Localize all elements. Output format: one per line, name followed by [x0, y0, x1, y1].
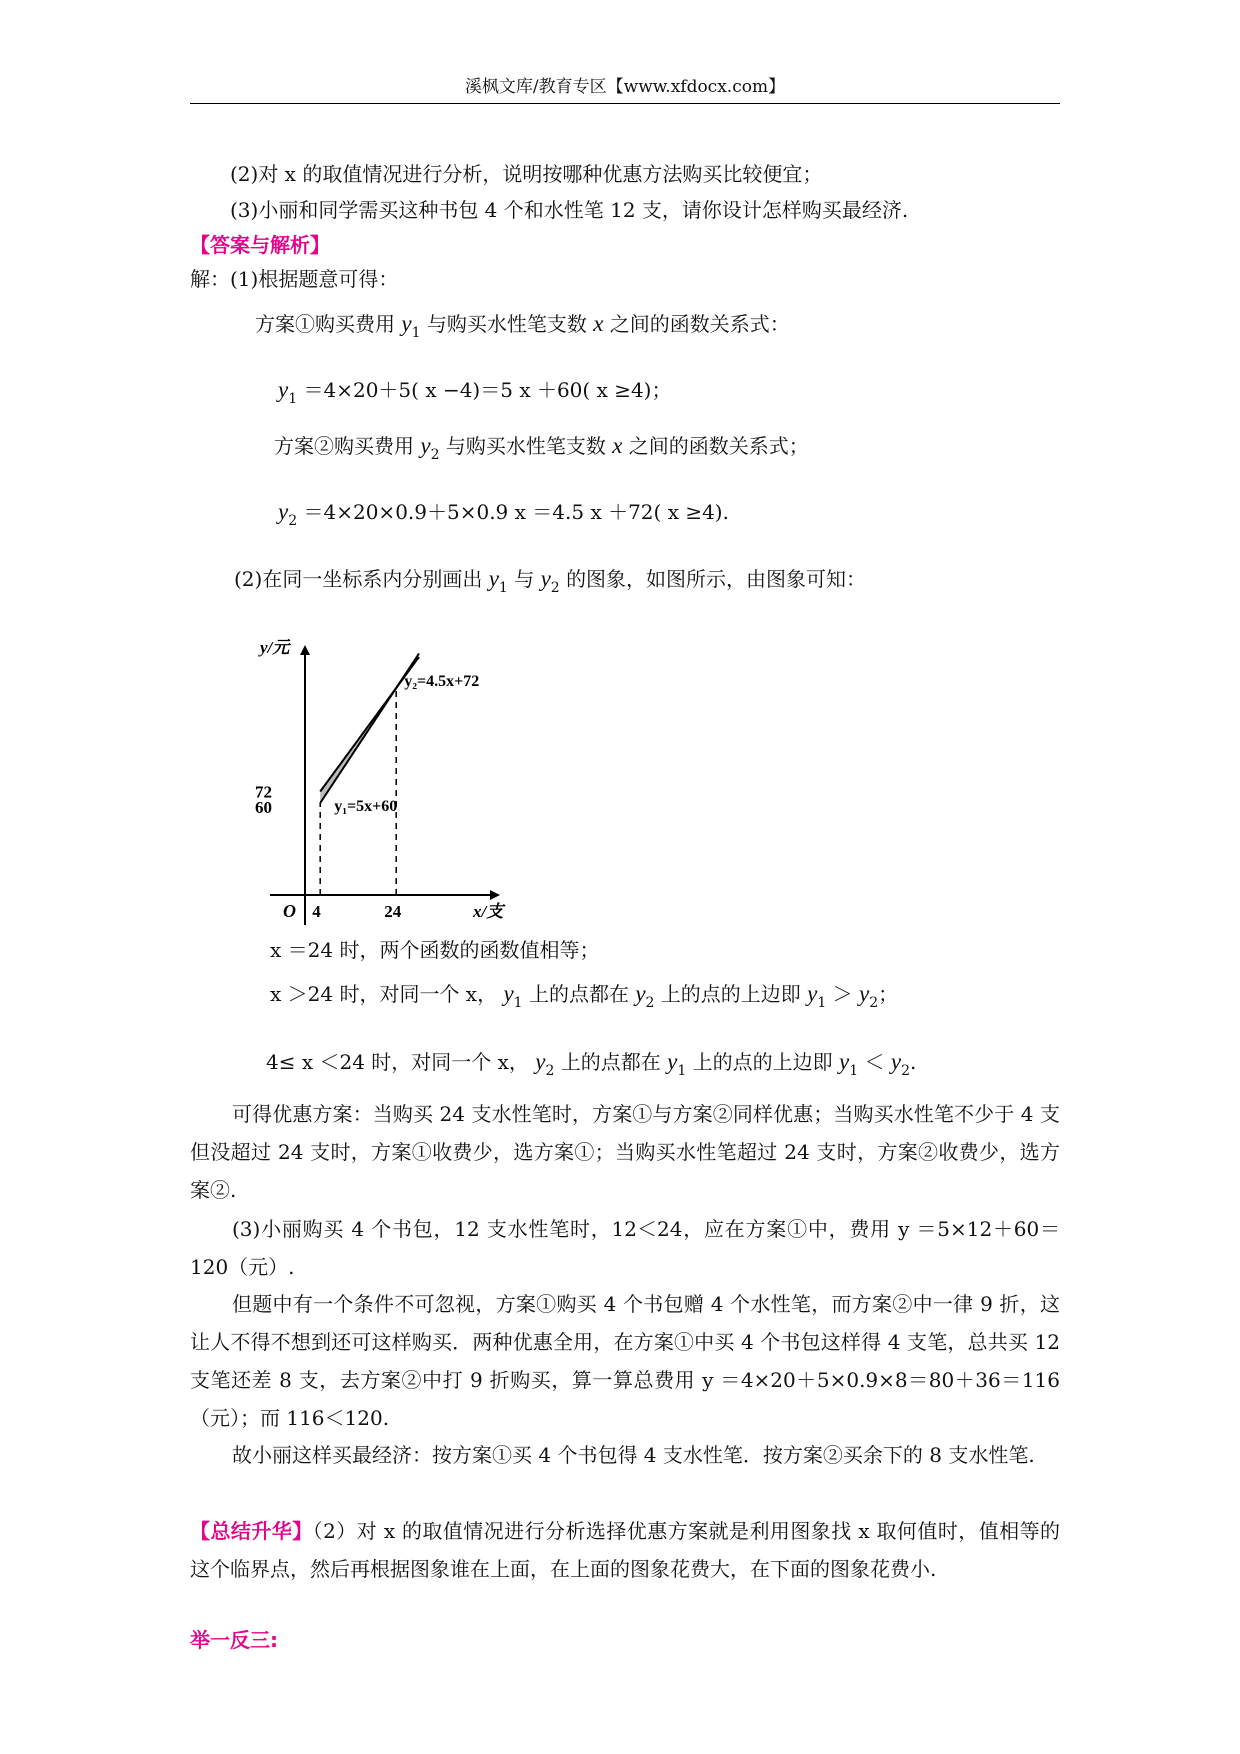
question-2: (2)对 x 的取值情况进行分析，说明按哪种优惠方法购买比较便宜； — [230, 162, 823, 186]
part3-paragraph: (3)小丽购买 4 个书包，12 支水性笔时，12＜24，应在方案①中，费用 y ＝5×12＋60＝120（元）. — [190, 1217, 1060, 1279]
answer-title: 【答案与解析】 — [190, 233, 330, 257]
x-tick-label-24: 24 — [384, 902, 402, 921]
equation-y1: $y_1 =4\times 20+5$( x −4)＝5 x ＋60( x ≥4)； — [278, 377, 672, 407]
y-axis-arrow — [300, 645, 310, 655]
y-axis-label: y/元 — [260, 638, 290, 657]
function-graph — [255, 625, 555, 935]
plan2-line: 方案②购买费用 $y_2$ 与购买水性笔支数 x 之间的函数关系式； — [274, 433, 809, 463]
x-axis-arrow — [490, 890, 500, 900]
series-label-1: y₁=5x+60 — [334, 798, 398, 815]
observation-3: 4≤ x ＜24 时，对同一个 x， $y_2$ 上的点都在 $y_1$ 上的点的上边即 $y_1 < y_2$. — [266, 1049, 917, 1079]
part2-intro: (2)在同一坐标系内分别画出 $y_1$ 与 $y_2$ 的图象，如图所示，由图象可知： — [234, 566, 867, 596]
x-tick-label-4: 4 — [312, 902, 321, 921]
series-label-2: y₂=4.5x+72 — [404, 673, 480, 690]
plan1-line: 方案①购买费用 $y_1$ 与购买水性笔支数 x 之间的函数关系式： — [255, 311, 790, 341]
summary-title: 【总结升华】 — [190, 1519, 313, 1543]
y-tick-label-60: 60 — [255, 798, 272, 817]
page-header: 溪枫文库/教育专区【www.xfdocx.com】 — [190, 72, 1060, 104]
equation-y2: $y_2 =4\times 20\times 0.9+5\times 0.9$ x ＝4.5 x ＋72( x ≥4). — [278, 499, 729, 529]
conclusion-paragraph: 可得优惠方案：当购买 24 支水性笔时，方案①与方案②同样优惠；当购买水性笔不少于 4 支但没超过 24 支时，方案①收费少，选方案①；当购买水性笔超过 24 支时，方案②收费少，选方案②. — [190, 1102, 1060, 1202]
solution-intro: 解：(1)根据题意可得： — [190, 267, 399, 291]
practice-title: 举一反三: — [190, 1628, 278, 1652]
y-tick-label-72: 72 — [255, 782, 272, 802]
question-3: (3)小丽和同学需买这种书包 4 个和水性笔 12 支，请你设计怎样购买最经济. — [230, 198, 909, 222]
observation-2: x ＞24 时，对同一个 x， $y_1$ 上的点都在 $y_2$ 上的点的上边即 $y_1 > y_2$； — [270, 981, 899, 1011]
part3-explanation: 但题中有一个条件不可忽视，方案①购买 4 个书包赠 4 个水性笔，而方案②中一律 9 折，这让人不得不想到还可这样购买．两种优惠全用，在方案①中买 4 个书包这样得 4 支笔，总共买 12 支笔还差 8 支，去方案②中打 9 折购买，算一算总费用 y ＝4×20＋5×0.9×8＝80＋36＝116（元）；而 116＜120. — [190, 1292, 1060, 1430]
x-axis-label: x/支 — [473, 902, 504, 921]
observation-1: x ＝24 时，两个函数的函数值相等； — [270, 938, 600, 962]
part3-final: 故小丽这样买最经济：按方案①买 4 个书包得 4 支水性笔．按方案②买余下的 8 支水性笔. — [232, 1443, 1035, 1467]
summary-paragraph: 【总结升华】（2）对 x 的取值情况进行分析选择优惠方案就是利用图象找 x 取何值时，值相等的这个临界点，然后再根据图象谁在上面，在上面的图象花费大，在下面的图象花费小. — [190, 1519, 1061, 1581]
origin-label: O — [283, 901, 296, 921]
